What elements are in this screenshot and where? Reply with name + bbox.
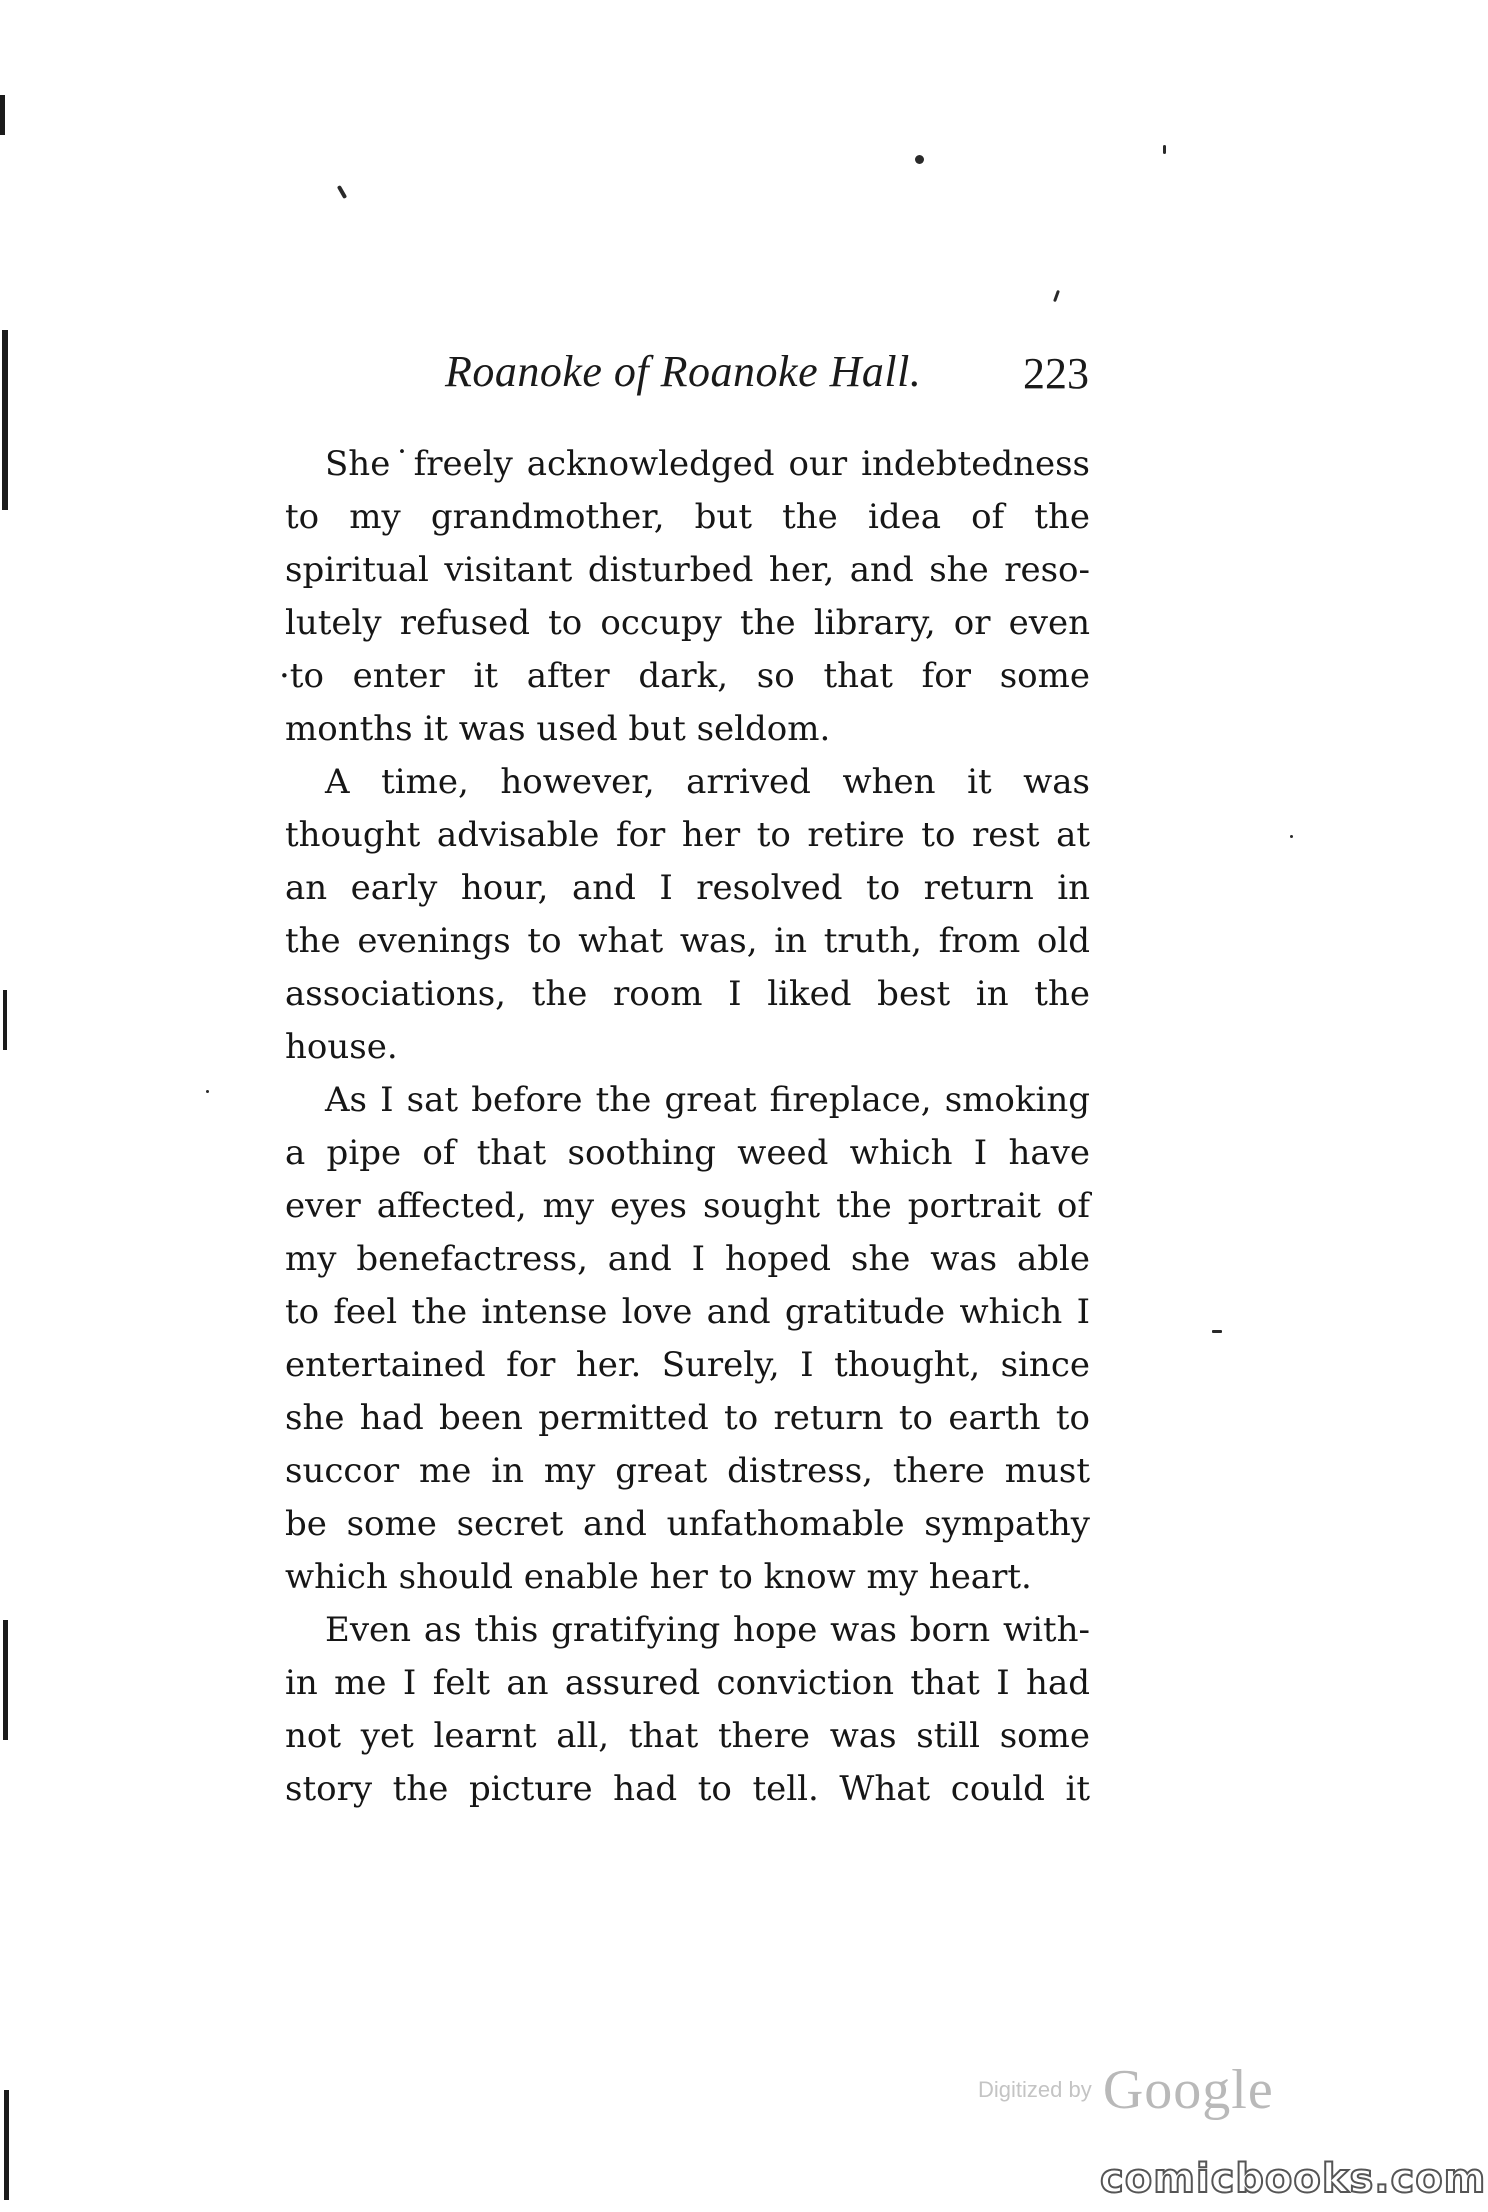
scan-speck xyxy=(915,155,924,164)
scan-speck xyxy=(1290,835,1293,838)
text-line: A time, however, arrived when it was xyxy=(325,762,1090,802)
site-watermark: comicbooks.com xyxy=(1100,2156,1487,2202)
text-line: As I sat before the great fireplace, smoking xyxy=(325,1080,1090,1120)
text-line: entertained for her. Surely, I thought, since xyxy=(285,1345,1090,1385)
text-line: an early hour, and I resolved to return in xyxy=(285,868,1090,908)
text-line: ever affected, my eyes sought the portrait of xyxy=(285,1186,1090,1226)
text-line: succor me in my great distress, there must xyxy=(285,1451,1090,1491)
scan-speck xyxy=(1212,1330,1222,1333)
text-line: my benefactress, and I hoped she was able xyxy=(285,1239,1090,1279)
watermark-prefix: Digitized by xyxy=(978,2077,1092,2102)
text-line: story the picture had to tell. What could it xyxy=(285,1769,1090,1809)
text-line: to my grandmother, but the idea of the xyxy=(285,497,1090,537)
text-line: thought advisable for her to retire to rest at xyxy=(285,815,1090,855)
text-line: in me I felt an assured conviction that I had xyxy=(285,1663,1090,1703)
scan-speck xyxy=(206,1090,209,1093)
text-line: a pipe of that soothing weed which I have xyxy=(285,1133,1090,1173)
text-line: house. xyxy=(285,1027,398,1067)
text-line: the evenings to what was, in truth, from old xyxy=(285,921,1090,961)
google-logo: Google xyxy=(1102,2059,1274,2121)
running-head xyxy=(0,346,1488,406)
text-line: she had been permitted to return to earth to xyxy=(285,1398,1090,1438)
body-text xyxy=(279,438,1090,1816)
scan-edge-mark xyxy=(4,2090,9,2200)
page-number: 223 xyxy=(1023,349,1089,398)
running-head-title: Roanoke of Roanoke Hall. xyxy=(445,347,922,396)
text-line: not yet learnt all, that there was still some xyxy=(285,1716,1090,1756)
scan-edge-mark xyxy=(3,990,7,1050)
scan-edge-mark xyxy=(0,95,5,135)
text-line: to feel the intense love and gratitude which I xyxy=(285,1292,1090,1332)
text-line: lutely refused to occupy the library, or even xyxy=(285,603,1090,643)
text-line: spiritual visitant disturbed her, and she reso- xyxy=(285,550,1090,590)
text-line: months it was used but seldom. xyxy=(285,709,831,749)
text-line: ·to enter it after dark, so that for some xyxy=(279,656,1090,696)
text-line: Even as this gratifying hope was born with- xyxy=(325,1610,1090,1650)
scan-speck xyxy=(337,185,347,199)
text-line: be some secret and unfathomable sympathy xyxy=(285,1504,1090,1544)
scan-edge-mark xyxy=(3,1620,8,1740)
scan-speck xyxy=(1053,290,1060,302)
text-line: She˙freely acknowledged our indebtedness xyxy=(325,444,1090,484)
digitized-by-watermark xyxy=(978,2058,1274,2122)
text-line: which should enable her to know my heart. xyxy=(285,1557,1032,1597)
scan-speck xyxy=(1163,145,1166,154)
text-line: associations, the room I liked best in the xyxy=(285,974,1090,1014)
